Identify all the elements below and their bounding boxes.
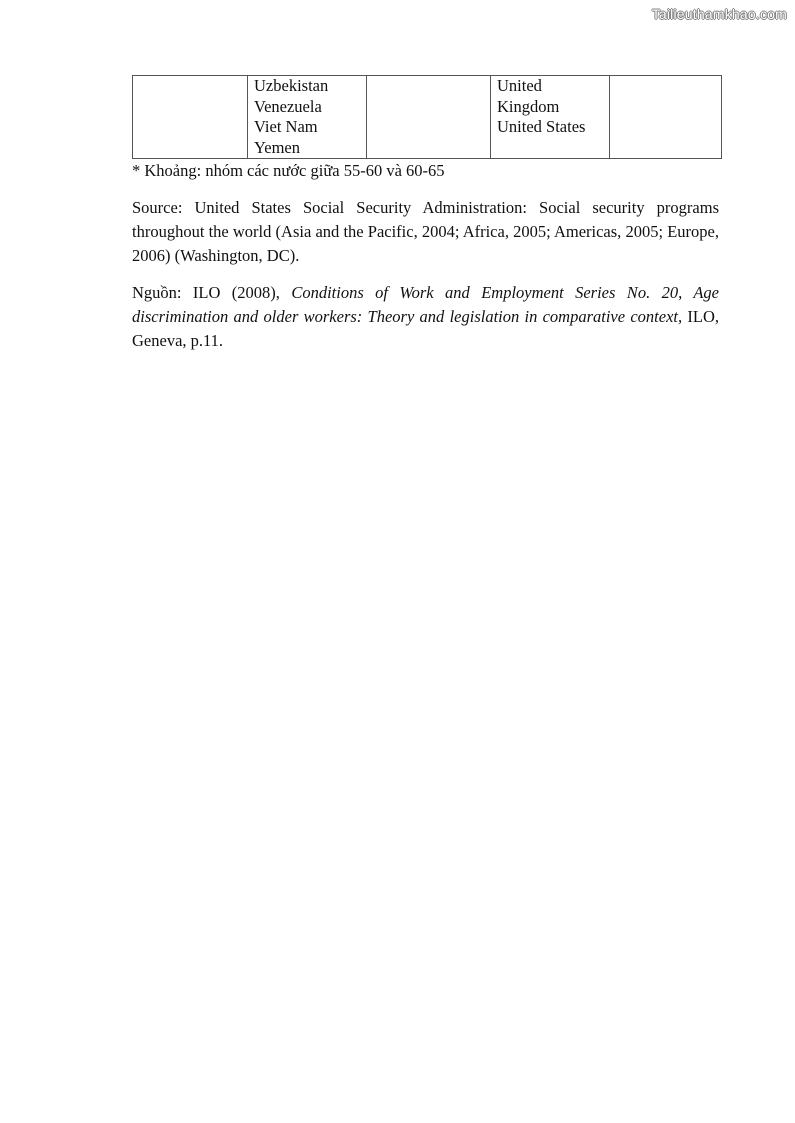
- table-row: [133, 76, 722, 159]
- table-footnote: * Khoảng: nhóm các nước giữa 55-60 và 60-65: [132, 161, 445, 180]
- site-watermark: Tailieuthamkhao.com: [651, 6, 787, 22]
- country-table: [132, 75, 722, 159]
- table-cell-empty-2: [367, 76, 491, 159]
- table-cell-empty-3: [610, 76, 722, 159]
- table-cell-countries-a: [248, 76, 367, 159]
- country-name: Yemen: [254, 137, 300, 157]
- citation-prefix: Nguồn: ILO (2008),: [132, 283, 292, 302]
- country-name: United: [497, 76, 542, 95]
- citation-paragraph: [132, 281, 719, 353]
- citation-suffix: ILO, Geneva, p.11.: [132, 307, 719, 350]
- citation-title: Conditions of Work and Employment Series No. 20, Age discrimination and older workers: Theory and legislation in comparative context,: [132, 283, 719, 326]
- country-name: United States: [497, 117, 586, 136]
- country-name: Uzbekistan: [254, 76, 329, 95]
- table-cell-empty-1: [133, 76, 248, 159]
- country-name: Venezuela: [254, 96, 322, 116]
- country-name: Viet Nam: [254, 117, 318, 136]
- country-name: Kingdom: [497, 96, 560, 116]
- source-paragraph: Source: United States Social Security Administration: Social security programs throughout the world (Asia and the Pacific, 2004; Africa, 2005; Americas, 2005; Europe, 2006) (Washington, DC).: [132, 198, 719, 265]
- table-cell-countries-b: [491, 76, 610, 159]
